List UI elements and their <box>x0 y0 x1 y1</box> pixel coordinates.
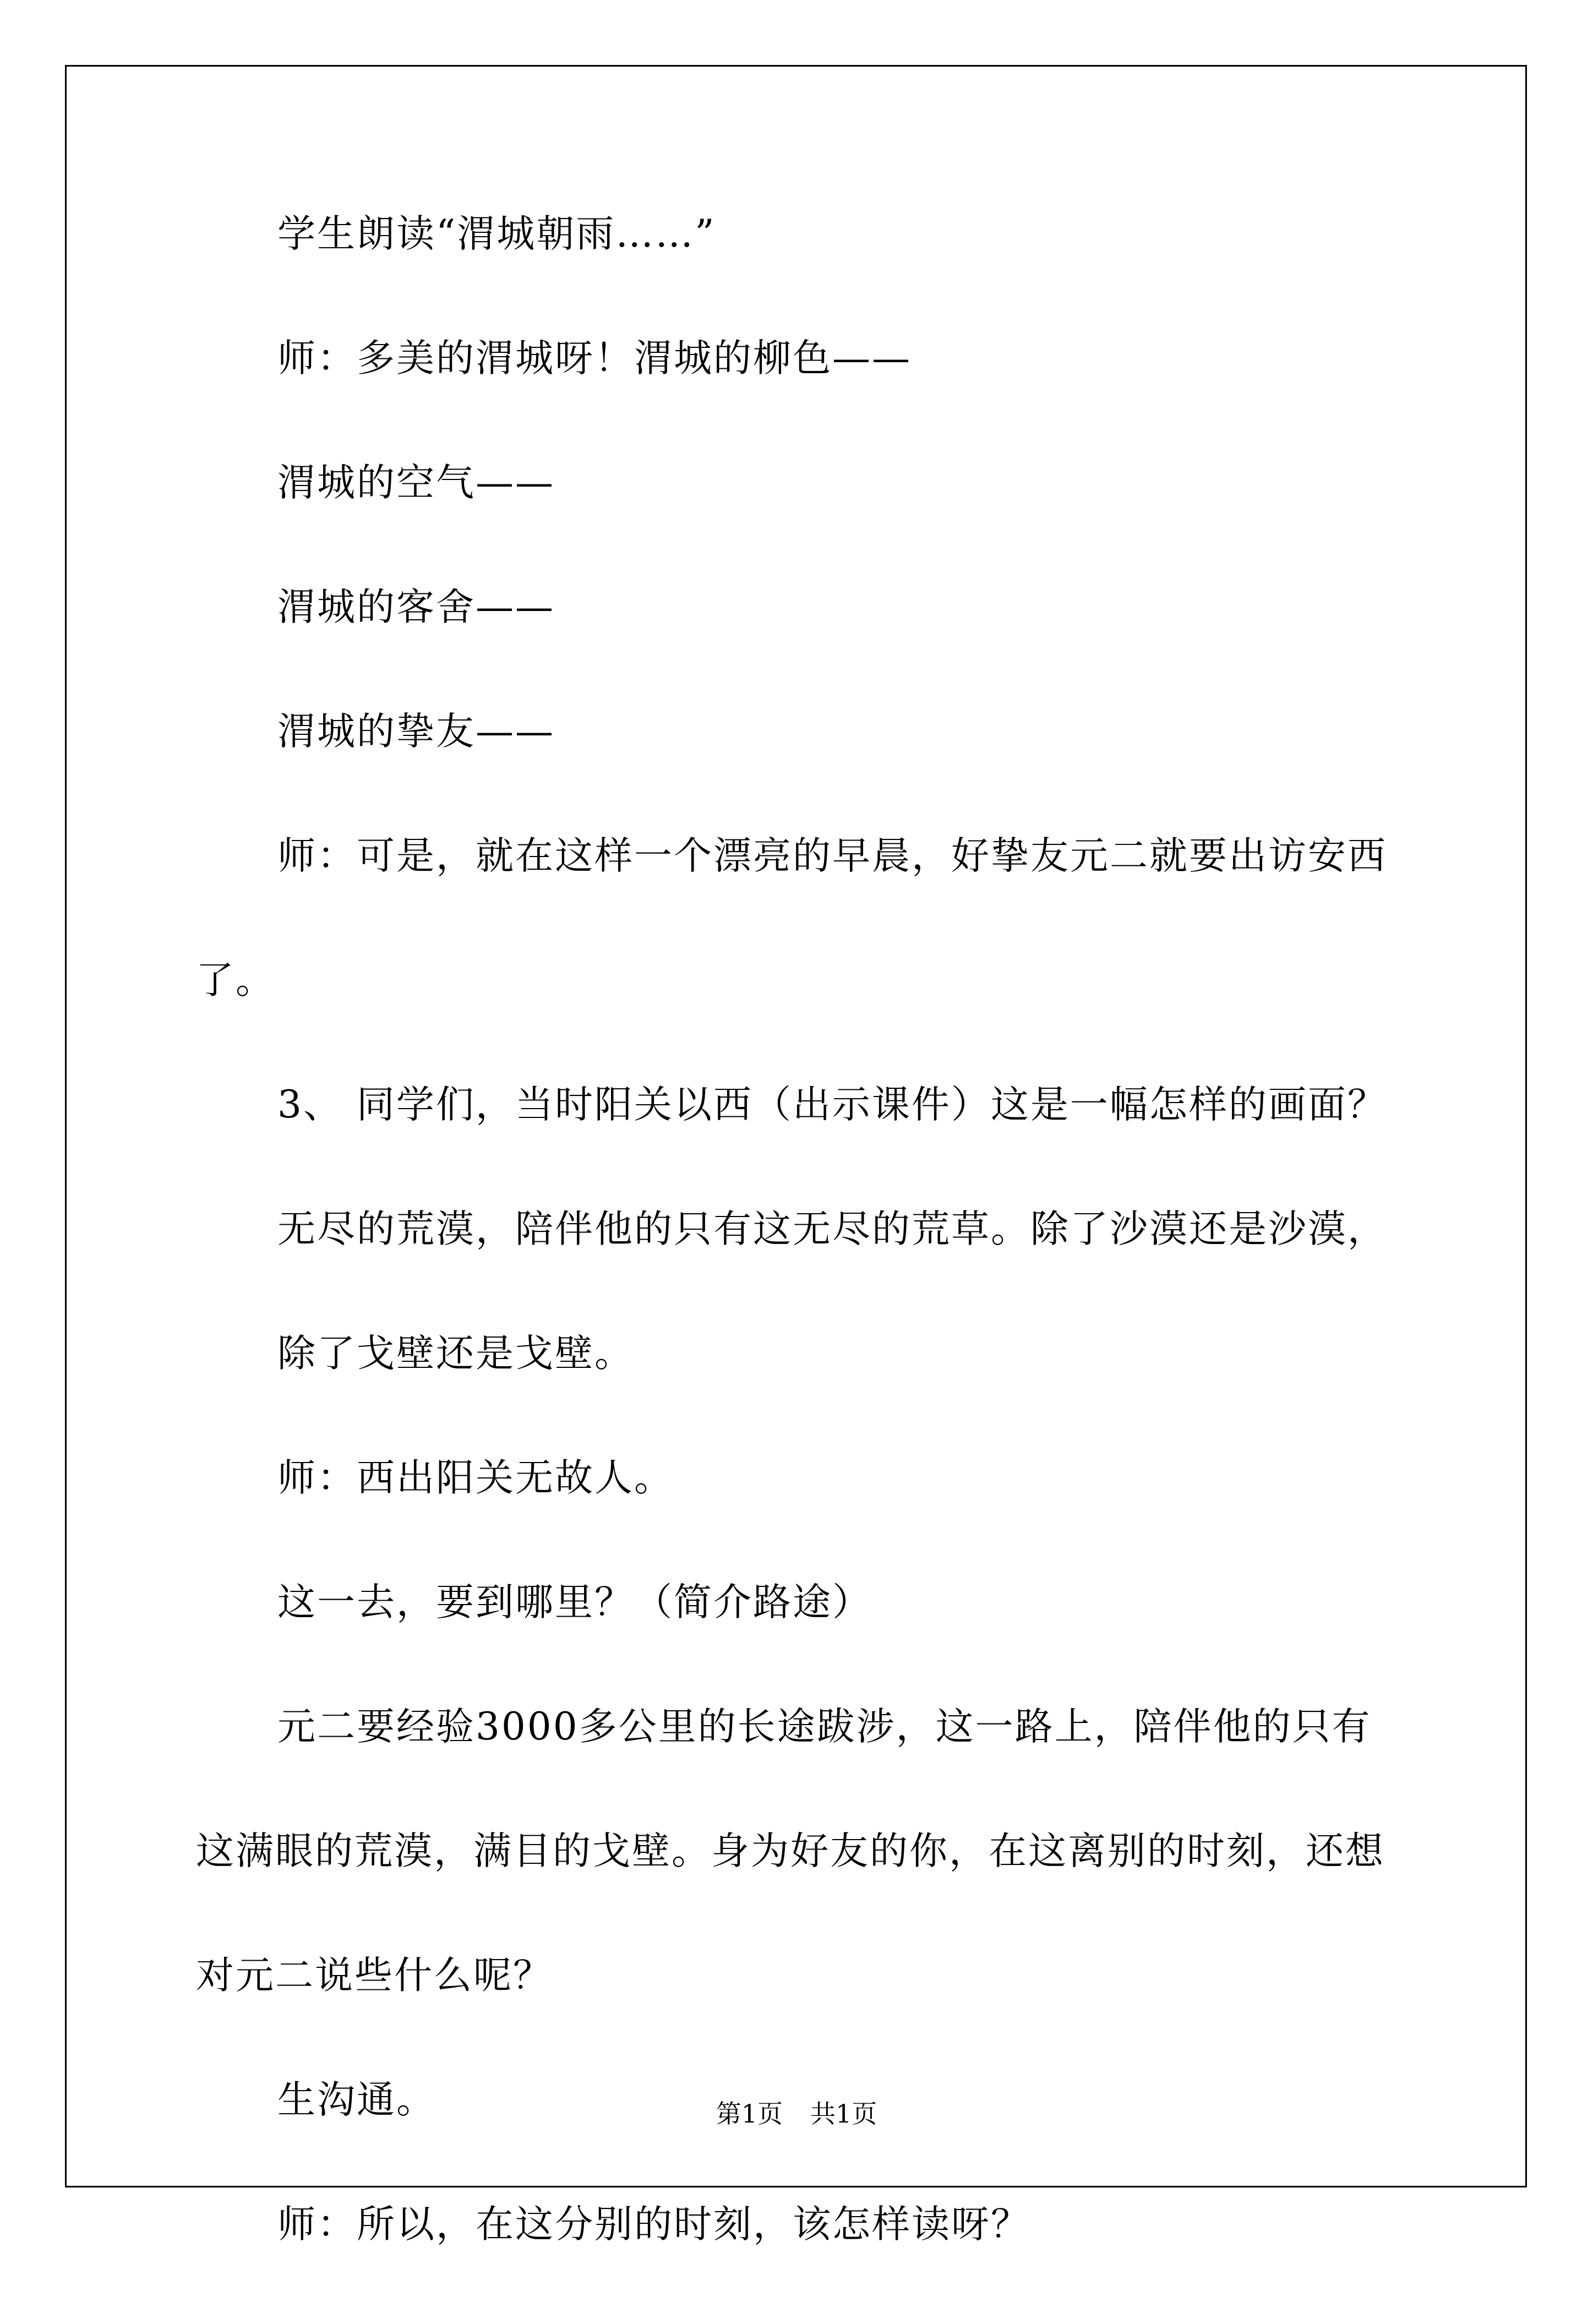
page-number-current: 第1页 <box>716 2099 783 2129</box>
paragraph-10: 师：西出阳关无故人。 <box>277 1456 674 1500</box>
paragraph-13: 生沟通。 <box>277 2078 436 2122</box>
paragraph-5: 渭城的挚友—— <box>277 710 555 754</box>
paragraph-4: 渭城的客舍—— <box>277 585 555 629</box>
paragraph-14: 师：所以，在这分别的时刻，该怎样读呀？ <box>277 2202 1030 2246</box>
paragraph-9: 除了戈壁还是戈壁。 <box>277 1332 634 1376</box>
paragraph-6: 师：可是，就在这样一个漂亮的早晨，好挚友元二就要出访安西了。 <box>196 834 1387 1002</box>
document-body <box>196 209 1401 2324</box>
paragraph-11: 这一去，要到哪里？（简介路途） <box>277 1580 872 1624</box>
page-footer <box>0 2097 1593 2130</box>
paragraph-3: 渭城的空气—— <box>277 461 555 505</box>
page-number-total: 共1页 <box>810 2099 877 2129</box>
paragraph-7: 3、 同学们，当时阳关以西（出示课件）这是一幅怎样的画面？ <box>277 1083 1387 1127</box>
paragraph-8: 无尽的荒漠，陪伴他的只有这无尽的荒草。除了沙漠还是沙漠， <box>277 1207 1387 1251</box>
paragraph-1: 学生朗读“渭城朝雨……” <box>277 212 716 256</box>
paragraph-2: 师：多美的渭城呀！渭城的柳色—— <box>277 336 912 380</box>
paragraph-12: 元二要经验3000多公里的长途跋涉，这一路上，陪伴他的只有这满眼的荒漠，满目的戈壁。身为好友的你，在这离别的时刻，还想对元二说些什么呢？ <box>196 1705 1385 1998</box>
